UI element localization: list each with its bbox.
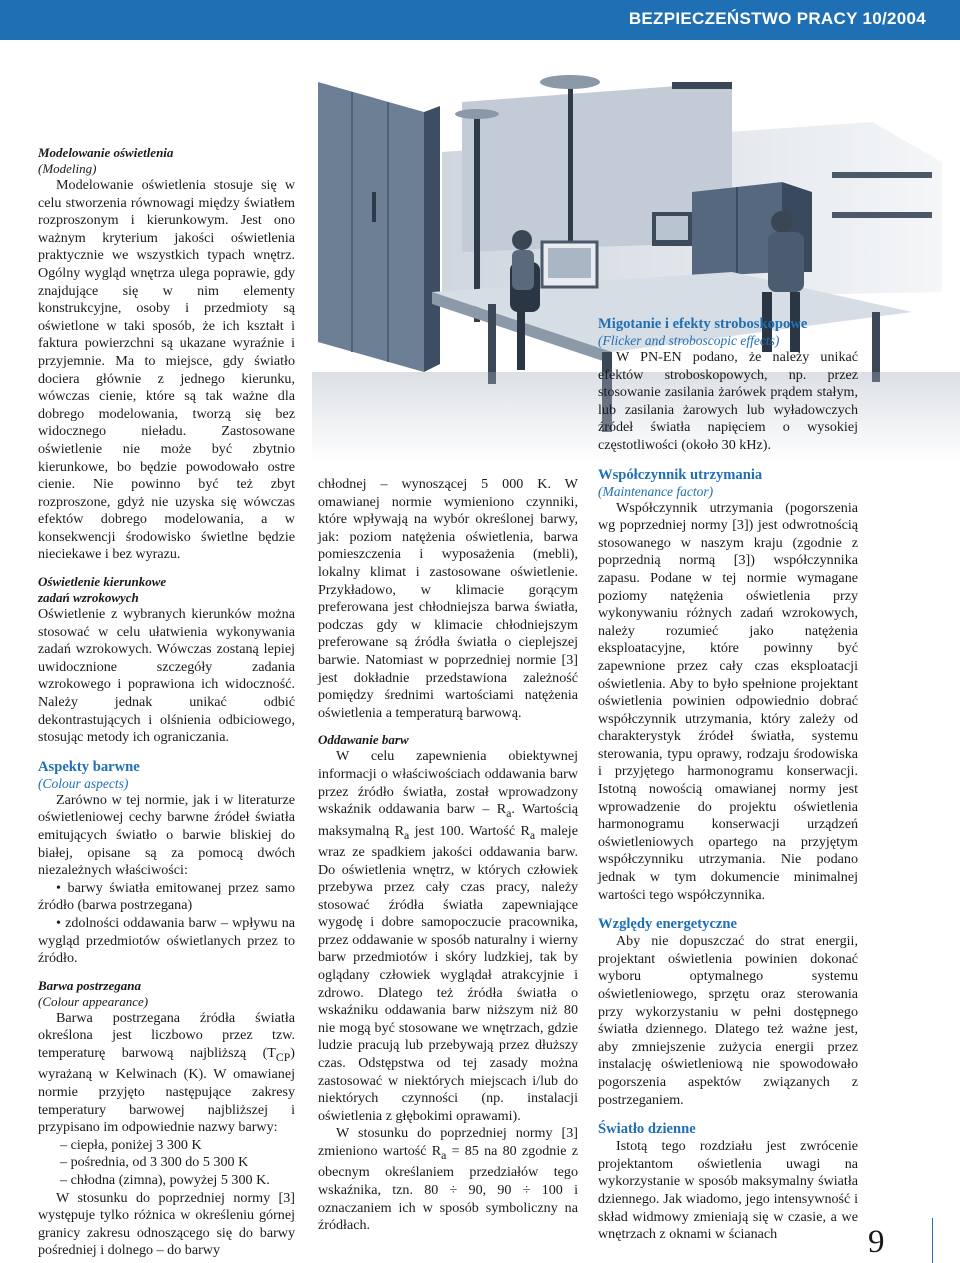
- section-subtitle-flicker: (Flicker and stroboscopic effects): [598, 333, 780, 348]
- column-1: [38, 145, 295, 1260]
- section-subtitle-colour-aspects: (Colour aspects): [38, 775, 129, 791]
- paragraph-flicker: W PN-EN podano, że należy unikać efektów stroboskopowych, np. przez stosowanie zasilania żarówek prądem stałym, lub zasilania żarowych lub wyładowczych źródeł światła napięciem o wysokiej częstotliwości (około 30 kHz).: [598, 349, 858, 453]
- paragraph-colour-aspects: Zarówno w tej normie, jak i w literaturze oświetleniowej cechy barwne źródeł światła emitujących światło o barwie bliskiej do białej, opisane są za pomocą dwóch niezależnych właściwości:: [38, 791, 295, 879]
- paragraph-colour-appearance: Barwa postrzegana źródła światła określona jest liczbowo przez tzw. temperaturę barwową najbliższą $(T_{CP})$ wyrażaną w Kelwinach (K). W omawianej normie przyjęto następujące zakresy temperatury barwowej najbliższej i przypisano im odpowiednie nazwy barwy:: [38, 1009, 295, 1136]
- bullet-item: • zdolności oddawania barw – wpływu na wygląd przedmiotów oświetlanych przez to źródło.: [38, 914, 295, 967]
- section-title-daylight: Światło dzienne: [598, 1121, 696, 1138]
- section-title-colour-rendering: Oddawanie barw: [318, 732, 409, 748]
- section-title-flicker: Migotanie i efekty stroboskopowe: [598, 316, 808, 332]
- paragraph-daylight: Istotą tego rozdziału jest zwrócenie projektantom oświetlenia uwagi na wykorzystanie w sposób maksymalny światła dziennego. Jak wiadomo, jego intensywność i skład widmowy zmieniają się w czasie, a we wnętrzach z oknami w ścianach: [598, 1138, 858, 1243]
- section-subtitle-modeling: (Modeling): [38, 161, 97, 176]
- page-number-rule: [932, 1218, 933, 1263]
- section-title-maintenance: Współczynnik utrzymania: [598, 466, 763, 483]
- paragraph-climate: chłodnej – wynoszącej 5 000 K. W omawianej normie wymieniono czynniki, które wpływają na wybór określonej barwy, jak: poziom natężenia oświetlenia, barwa pomieszczenia i wyposażenia (mebli), lokalny klimat i zastosowane oświetlenie. Przykładowo, w klimacie gorącym preferowana jest chłodniejsza barwa światła, podczas gdy w klimacie chłodniejszym preferowane są źródła światła o cieplejszej barwie. Natomiast w poprzedniej normie [3] jest dokładnie przedstawiona zależność pomiędzy średnimi wartościami natężenia oświetlenia a temperaturą barwową.: [318, 476, 578, 721]
- bullet-item: • barwy światła emitowanej przez samo źródło (barwa postrzegana): [38, 879, 295, 914]
- paragraph-ra-change: W stosunku do poprzedniej normy [3] zmieniono wartość $R_a = 85$ na 80 zgodnie z obecnym określaniem przedziałów tego wskaźnika, tzn. 80 ÷ 90, 90 ÷ 100 i oznaczaniem ich w sposób symboliczny na źródłach.: [318, 1125, 578, 1234]
- section-subtitle-maintenance: (Maintenance factor): [598, 483, 714, 499]
- section-title-colour-aspects: Aspekty barwne: [38, 758, 140, 775]
- paragraph-energy: Aby nie dopuszczać do strat energii, projektant oświetlenia powinien dokonać wyboru optymalnego systemu oświetleniowego, sprzętu oraz sterowania przy wykorzystaniu w pełni dostępnego światła dziennego. Dlatego też ważne jest, aby zmniejszenie zużycia energii przez instalację oświetleniową nie spowodowało pogorszenia aspektów związanych z postrzeganiem.: [598, 933, 858, 1108]
- page-number: 9: [868, 1224, 885, 1260]
- list-item: – ciepła, poniżej 3 300 K: [60, 1136, 202, 1153]
- header-bar: [0, 0, 960, 40]
- section-subtitle-colour-appearance: (Colour appearance): [38, 993, 149, 1009]
- list-item: – chłodna (zimna), powyżej 5 300 K.: [60, 1171, 270, 1188]
- paragraph-colour-appearance-2: W stosunku do poprzedniej normy [3] występuje tylko różnica w określeniu górnej granicy zakresu odnoszącego się do barwy pośredniej i dolnego – do barwy: [38, 1189, 295, 1259]
- section-title-energy: Względy energetyczne: [598, 916, 737, 933]
- paragraph-maintenance: Współczynnik utrzymania (pogorszenia wg poprzedniej normy [3]) jest odwrotnością stosowanego w naszym kraju (zgodnie z poprzednią normą [3]) współczynnika zapasu. Podane w tej normie wymagane poziomy natężenia oświetlenia przy wykonywaniu różnych zadań wzrokowych, należy rozumieć jako natężenia eksploatacyjne, które powinny być zapewnione przez cały czas eksploatacji oświetlenia. Aby to było spełnione projektant oświetlenia powinien odpowiednio dobrać współczynnik utrzymania, który zależy od charakterystyk źródeł światła, systemu sterowania, typu oprawy, rodzaju środowiska i przyjętego harmonogramu konserwacji. Istotną nowością omawianej normy jest wprowadzenie do projektu oświetlenia harmonogramu konserwacji urządzeń oświetleniowych opartego na przyjętym współczynniku utrzymania. Nie podano jednak w tym dokumencie minimalnej wartości tego współczynnika.: [598, 499, 858, 903]
- paragraph-modeling: Modelowanie oświetlenia stosuje się w celu stworzenia równowagi między światłem rozproszonym i kierunkowym. Jest ono ważnym kryterium jakości oświetlenia praktycznie we wszystkich typach wnętrz. Ogólny wygląd wnętrza ulega poprawie, gdy znajdujące się w nim elementy konstrukcyjne, osoby i przedmioty są oświetlone w taki sposób, że ich kształt i faktura powierzchni są ukazane wyraźnie i przyjemnie. Ma to miejsce, gdy światło dociera głównie z jednego kierunku, wówczas cienie, które są tak ważne dla dobrego modelowania, tworzą się bez widocznego nieładu. Zastosowane oświetlenie nie może być zbytnio kierunkowe, bo będzie powodowało ostre cienie. Nie powinno być też zbyt rozproszone, gdyż nie uzyska się wówczas efektów dobrego modelowania, a w konsekwencji środowisko świetlne będzie nieciekawe i bez wyrazu.: [38, 177, 295, 563]
- section-title-colour-appearance: Barwa postrzegana: [38, 977, 141, 993]
- section-title-modeling: Modelowanie oświetlenia: [38, 145, 174, 160]
- section-title-directional-2: zadań wzrokowych: [38, 590, 139, 606]
- column-2: [318, 476, 578, 1235]
- list-item: – pośrednia, od 3 300 do 5 300 K: [60, 1154, 249, 1171]
- column-3: [598, 316, 858, 1244]
- paragraph-colour-rendering: W celu zapewnienia obiektywnej informacji o właściwościach oddawania barw przez źródło światła, został wprowadzony wskaźnik oddawania barw – $R_a$. Wartością maksymalną $R_a$ jest 100. Wartość $R_a$ maleje wraz ze spadkiem jakości oddawania barw. Do oświetlenia wnętrz, w których człowiek przebywa przez cały czas pracy, należy stosować źródła światła zapewniające wygodę i dobre samopoczucie pracownika, przez oddawanie w sposób naturalny i wierny barw przedmiotów i skóry ludzkiej, tak by oglądany człowiek wyglądał atrakcyjnie i zdrowo. Dlatego też źródła światła o wskaźniku oddawania barw niższym niż 80 nie mogą być stosowane we wnętrzach, gdzie ludzie pracują lub przebywają przez dłuższy czas. Odstępstwa od tej zasady można zastosować w niektórych miejscach i/lub do niektórych czynności (np. instalacji oświetlenia z głębokimi oprawami).: [318, 748, 578, 1124]
- paragraph-directional: Oświetlenie z wybranych kierunków można stosować w celu ułatwienia wykonywania zadań wzrokowych. Wówczas zostaną lepiej uwidocznione szczegóły zadania wzrokowego i poprawiona ich widoczność. Należy jednak unikać odbić dekontrastujących i olśnienia odbiciowego, stosując metody ich ograniczania.: [38, 606, 295, 746]
- section-title-directional-1: Oświetlenie kierunkowe: [38, 574, 167, 590]
- journal-title: BEZPIECZEŃSTWO PRACY 10/2004: [628, 9, 926, 28]
